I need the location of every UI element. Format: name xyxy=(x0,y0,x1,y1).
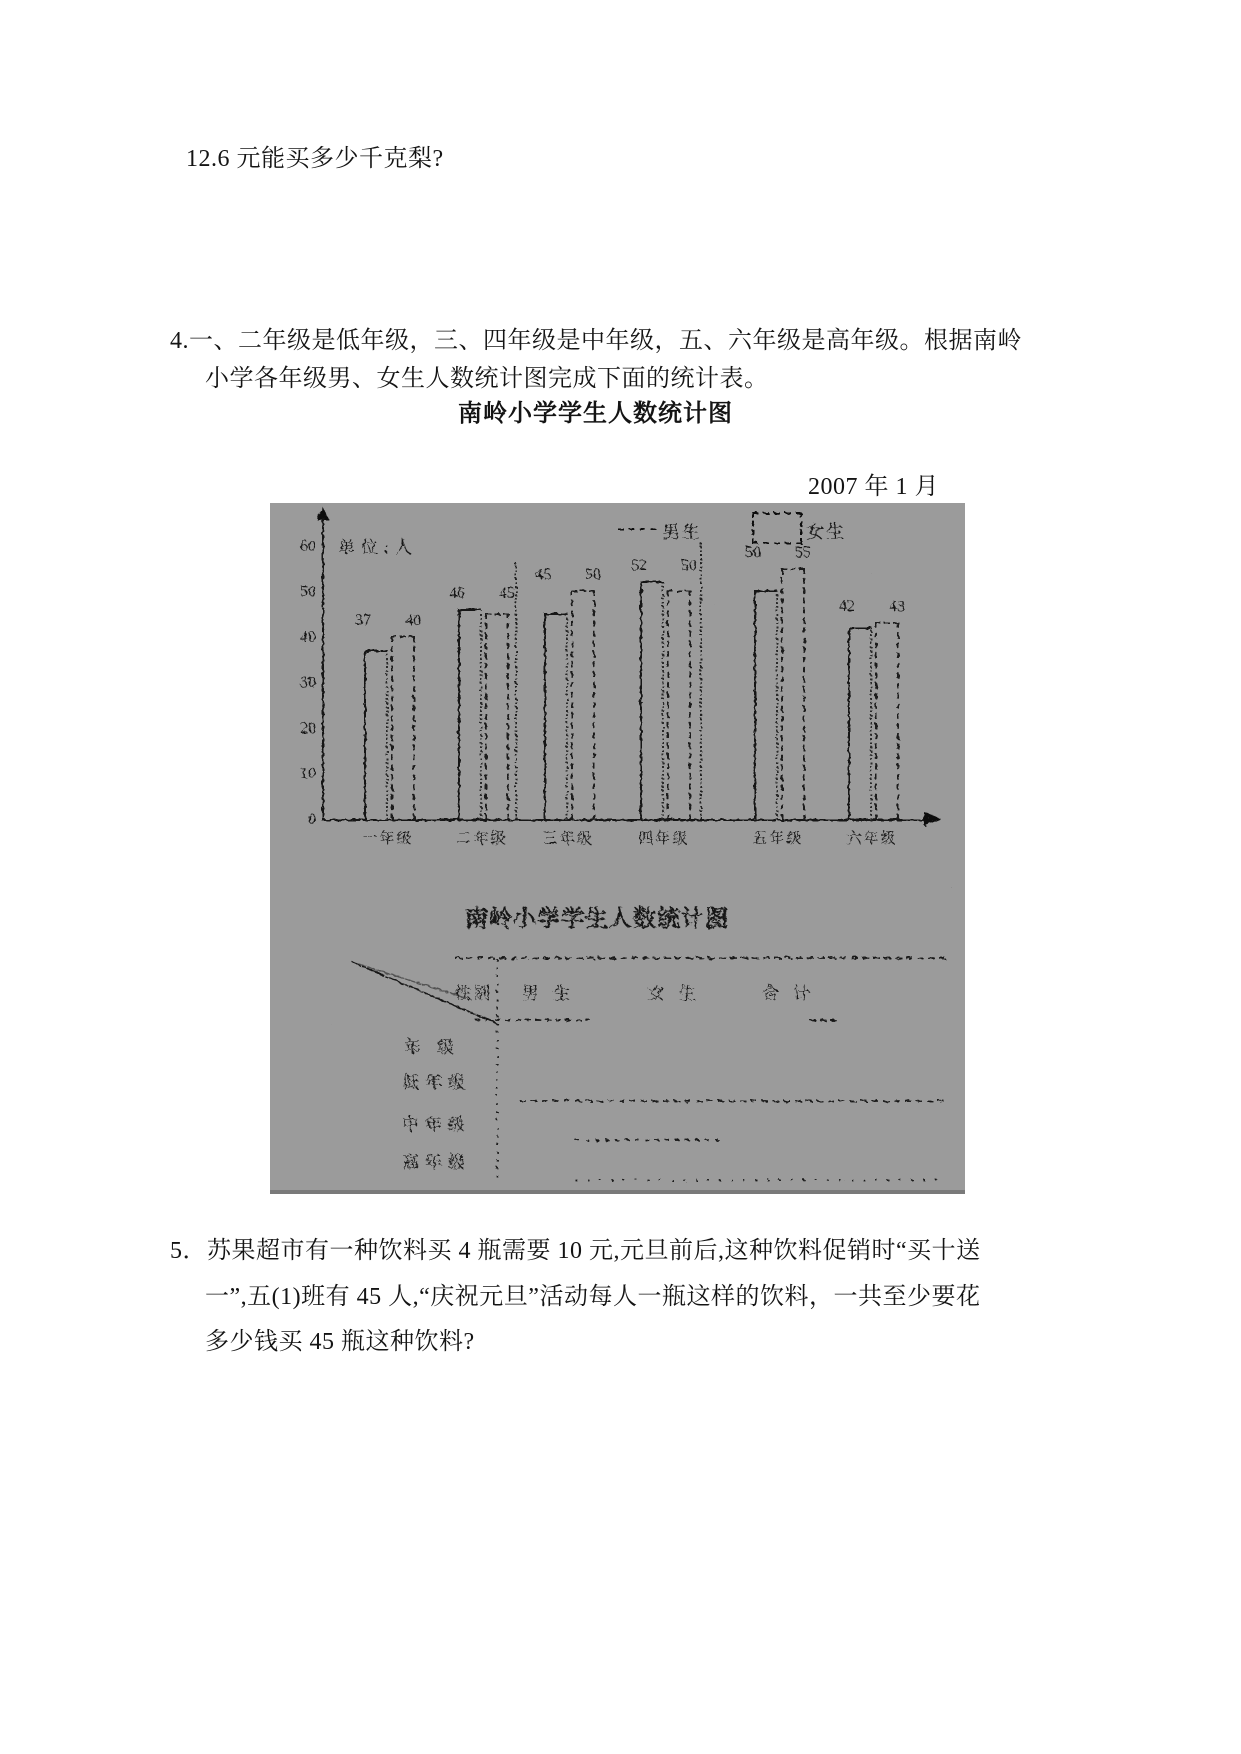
female-value: 43 xyxy=(889,598,905,615)
question4-line1: 4.一、二年级是低年级，三、四年级是中年级，五、六年级是高年级。根据南岭 xyxy=(170,328,1022,354)
row-header-middle: 中年级 xyxy=(402,1115,471,1134)
female-value: 40 xyxy=(405,612,421,629)
corner-label-grade: 年级 xyxy=(404,1038,470,1057)
category-label: 一年级 xyxy=(362,831,414,847)
male-value: 52 xyxy=(631,557,647,574)
female-value: 50 xyxy=(585,566,601,583)
chart-title: 南岭小学学生人数统计图 xyxy=(458,400,733,427)
question5-line3: 多少钱买 45 瓶这种饮料? xyxy=(205,1329,475,1355)
question4-line2: 小学各年级男、女生人数统计图完成下面的统计表。 xyxy=(205,366,769,392)
y-tick-20: 20 xyxy=(300,720,316,737)
scanned-chart-image xyxy=(270,503,965,1194)
legend-male-label: 男生 xyxy=(662,522,702,542)
male-value: 37 xyxy=(355,612,371,629)
y-tick-30: 30 xyxy=(300,674,316,691)
female-value: 50 xyxy=(681,557,697,574)
category-label: 三年级 xyxy=(542,831,594,847)
male-value: 50 xyxy=(745,544,761,561)
question5-line2: 一”,五(1)班有 45 人,“庆祝元旦”活动每人一瓶这样的饮料，一共至少要花 xyxy=(205,1284,981,1310)
stat-table-title: 南岭小学学生人数统计图 xyxy=(465,905,729,931)
y-tick-0: 0 xyxy=(308,811,316,828)
male-value: 46 xyxy=(449,585,465,602)
category-label: 六年级 xyxy=(846,831,898,847)
unit-label: 单位:人 xyxy=(338,538,418,557)
female-value: 45 xyxy=(499,585,515,602)
y-tick-10: 10 xyxy=(300,765,316,782)
row-header-upper: 高年级 xyxy=(402,1153,471,1172)
corner-label-gender: 性别 xyxy=(455,985,494,1002)
stat-table-lines xyxy=(270,503,965,1193)
y-tick-60: 60 xyxy=(300,538,316,555)
column-header-male: 男生 xyxy=(522,984,584,1003)
stat-table xyxy=(270,503,965,1193)
category-label: 二年级 xyxy=(456,831,508,847)
question5-line1: 5．苏果超市有一种饮料买 4 瓶需要 10 元,元旦前后,这种饮料促销时“买十送 xyxy=(170,1238,981,1264)
category-label: 五年级 xyxy=(752,831,804,847)
female-value: 55 xyxy=(795,544,811,561)
legend-female-label: 女生 xyxy=(806,522,846,542)
chart-date: 2007 年 1 月 xyxy=(808,474,939,500)
row-header-lower: 低年级 xyxy=(402,1073,471,1092)
male-value: 45 xyxy=(535,566,551,583)
column-header-female: 女生 xyxy=(648,984,710,1003)
column-header-total: 合计 xyxy=(762,984,824,1003)
question3-text: 12.6 元能买多少千克梨? xyxy=(186,146,444,172)
category-label: 四年级 xyxy=(638,831,690,847)
y-tick-50: 50 xyxy=(300,583,316,600)
male-value: 42 xyxy=(839,598,855,615)
y-tick-40: 40 xyxy=(300,629,316,646)
